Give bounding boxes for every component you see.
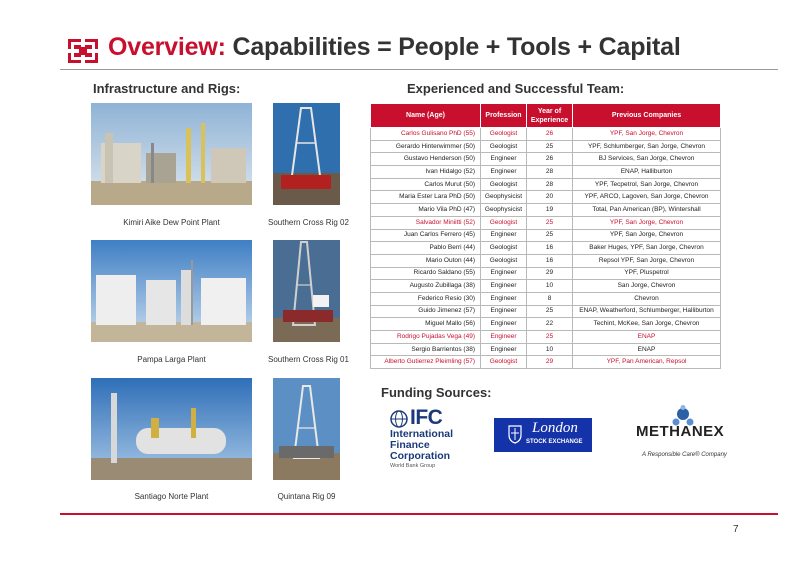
ifc-mark: IFC xyxy=(410,406,443,429)
cell-name: Augusto Zubillaga (38) xyxy=(371,280,481,293)
cell-companies: YPF, Pan American, Repsol xyxy=(573,356,721,369)
table-row xyxy=(371,318,721,331)
funding-heading: Funding Sources: xyxy=(381,385,492,400)
cell-years: 25 xyxy=(527,140,573,153)
photo-kimiri-aike-plant xyxy=(91,103,252,205)
cell-profession: Engineer xyxy=(481,331,527,344)
caption-southern-cross-rig-01: Southern Cross Rig 01 xyxy=(268,355,349,364)
cell-profession: Geologist xyxy=(481,242,527,255)
table-row xyxy=(371,216,721,229)
team-heading: Experienced and Successful Team: xyxy=(407,81,625,96)
cell-companies: YPF, San Jorge, Chevron xyxy=(573,229,721,242)
photo-pampa-larga-plant xyxy=(91,240,252,342)
cell-profession: Engineer xyxy=(481,153,527,166)
cell-profession: Engineer xyxy=(481,305,527,318)
company-logo xyxy=(68,39,98,63)
infrastructure-heading: Infrastructure and Rigs: xyxy=(93,81,241,96)
header-years-experience: Year of Experience xyxy=(527,104,573,128)
table-row xyxy=(371,343,721,356)
cell-companies: YPF, Schlumberger, San Jorge, Chevron xyxy=(573,140,721,153)
cell-years: 16 xyxy=(527,254,573,267)
footer-divider xyxy=(60,513,778,515)
header-name-age: Name (Age) xyxy=(371,104,481,128)
table-row xyxy=(371,191,721,204)
photo-quintana-rig-09 xyxy=(273,378,340,480)
table-row xyxy=(371,305,721,318)
cell-companies: Chevron xyxy=(573,292,721,305)
table-row xyxy=(371,153,721,166)
cell-profession: Geologist xyxy=(481,254,527,267)
cell-years: 25 xyxy=(527,331,573,344)
title-rest: Capabilities = People + Tools + Capital xyxy=(225,33,681,61)
cell-companies: ENAP xyxy=(573,343,721,356)
cell-name: Miguel Mallo (56) xyxy=(371,318,481,331)
table-row xyxy=(371,242,721,255)
cell-companies: YPF, Tecpetrol, San Jorge, Chevron xyxy=(573,178,721,191)
caption-southern-cross-rig-02: Southern Cross Rig 02 xyxy=(268,218,349,227)
cell-years: 29 xyxy=(527,356,573,369)
header-profession: Profession xyxy=(481,104,527,128)
table-row xyxy=(371,267,721,280)
methanex-tagline: A Responsible Care® Company xyxy=(642,452,727,458)
table-row xyxy=(371,280,721,293)
team-table xyxy=(370,103,721,369)
team-table-body xyxy=(371,128,721,369)
london-stock-exchange-logo xyxy=(494,418,592,452)
cell-years: 28 xyxy=(527,178,573,191)
table-row xyxy=(371,254,721,267)
cell-companies: ENAP, Halliburton xyxy=(573,166,721,179)
cell-years: 25 xyxy=(527,305,573,318)
cell-companies: ENAP, Weatherford, Schlumberger, Halliburton xyxy=(573,305,721,318)
cell-name: Ivan Hidalgo (52) xyxy=(371,166,481,179)
title-prefix: Overview: xyxy=(108,33,226,61)
table-row xyxy=(371,178,721,191)
cell-name: Mario Outon (44) xyxy=(371,254,481,267)
cell-profession: Engineer xyxy=(481,318,527,331)
cell-years: 8 xyxy=(527,292,573,305)
cell-companies: BJ Services, San Jorge, Chevron xyxy=(573,153,721,166)
cell-name: Maria Ester Lara PhD (50) xyxy=(371,191,481,204)
caption-pampa-larga: Pampa Larga Plant xyxy=(137,355,206,364)
cell-years: 16 xyxy=(527,242,573,255)
cell-companies: Total, Pan American (BP), Wintershall xyxy=(573,204,721,217)
cell-companies: YPF, San Jorge, Chevron xyxy=(573,216,721,229)
cell-profession: Geologist xyxy=(481,356,527,369)
cell-name: Carlos Murut (50) xyxy=(371,178,481,191)
caption-santiago-norte: Santiago Norte Plant xyxy=(134,492,209,501)
ifc-logo xyxy=(390,406,480,476)
cell-name: Pablo Berri (44) xyxy=(371,242,481,255)
page-title xyxy=(108,33,681,62)
cell-name: Alberto Gutierrez Pleimling (57) xyxy=(371,356,481,369)
cell-years: 10 xyxy=(527,343,573,356)
table-row xyxy=(371,331,721,344)
cell-years: 19 xyxy=(527,204,573,217)
table-row xyxy=(371,229,721,242)
cell-years: 26 xyxy=(527,153,573,166)
cell-profession: Geologist xyxy=(481,128,527,141)
cell-name: Federico Resio (30) xyxy=(371,292,481,305)
cell-profession: Geologist xyxy=(481,178,527,191)
cell-name: Carlos Gulisano PhD (55) xyxy=(371,128,481,141)
cell-profession: Engineer xyxy=(481,280,527,293)
cell-years: 10 xyxy=(527,280,573,293)
table-row xyxy=(371,140,721,153)
cell-profession: Geophysicist xyxy=(481,191,527,204)
cell-years: 20 xyxy=(527,191,573,204)
cell-profession: Engineer xyxy=(481,229,527,242)
page-number: 7 xyxy=(733,524,739,535)
team-table-header xyxy=(371,104,721,128)
cell-years: 25 xyxy=(527,216,573,229)
cell-years: 28 xyxy=(527,166,573,179)
ifc-tagline: World Bank Group xyxy=(390,463,436,469)
table-row xyxy=(371,292,721,305)
cell-companies: ENAP xyxy=(573,331,721,344)
title-divider xyxy=(60,69,778,70)
ifc-name xyxy=(390,429,453,462)
cell-companies: San Jorge, Chevron xyxy=(573,280,721,293)
cell-name: Juan Carlos Ferrero (45) xyxy=(371,229,481,242)
ifc-line-3: Corporation xyxy=(390,450,451,462)
cell-companies: YPF, San Jorge, Chevron xyxy=(573,128,721,141)
table-row xyxy=(371,166,721,179)
cell-profession: Engineer xyxy=(481,292,527,305)
photo-southern-cross-rig-02 xyxy=(273,103,340,205)
cell-profession: Engineer xyxy=(481,166,527,179)
table-row xyxy=(371,356,721,369)
cell-years: 22 xyxy=(527,318,573,331)
cell-profession: Geologist xyxy=(481,140,527,153)
cell-profession: Geologist xyxy=(481,216,527,229)
ifc-line-1: International xyxy=(390,428,454,440)
table-row xyxy=(371,204,721,217)
lse-stock-exchange: STOCK EXCHANGE xyxy=(526,439,583,445)
cell-profession: Engineer xyxy=(481,267,527,280)
cell-years: 26 xyxy=(527,128,573,141)
cell-companies: YPF, ARCO, Lagoven, San Jorge, Chevron xyxy=(573,191,721,204)
photo-southern-cross-rig-01 xyxy=(273,240,340,342)
methanex-logo xyxy=(630,405,730,467)
cell-name: Sergio Barrientos (38) xyxy=(371,343,481,356)
cell-name: Gustavo Henderson (50) xyxy=(371,153,481,166)
cell-name: Rodrigo Pujadas Vega (49) xyxy=(371,331,481,344)
caption-kimiri-aike: Kimiri Aike Dew Point Plant xyxy=(123,218,220,227)
cell-companies: Techint, McKee, San Jorge, Chevron xyxy=(573,318,721,331)
cell-profession: Geophysicist xyxy=(481,204,527,217)
cell-companies: YPF, Pluspetrol xyxy=(573,267,721,280)
ifc-line-2: Finance xyxy=(390,439,430,451)
cell-name: Salvador Miniitti (52) xyxy=(371,216,481,229)
methanex-name: METHANEX xyxy=(636,423,725,440)
cell-companies: Baker Huges, YPF, San Jorge, Chevron xyxy=(573,242,721,255)
cell-companies: Repsol YPF, San Jorge, Chevron xyxy=(573,254,721,267)
cell-name: Ricardo Saldano (55) xyxy=(371,267,481,280)
crest-icon xyxy=(508,424,522,444)
header-previous-companies: Previous Companies xyxy=(573,104,721,128)
photo-santiago-norte-plant xyxy=(91,378,252,480)
caption-quintana-rig-09: Quintana Rig 09 xyxy=(277,492,336,501)
cell-name: Mario Vila PhD (47) xyxy=(371,204,481,217)
cell-years: 25 xyxy=(527,229,573,242)
cell-years: 29 xyxy=(527,267,573,280)
cell-profession: Engineer xyxy=(481,343,527,356)
cell-name: Guido Jimenez (57) xyxy=(371,305,481,318)
globe-icon xyxy=(390,410,408,428)
table-row xyxy=(371,128,721,141)
cell-name: Gerardo Hinterwimmer (50) xyxy=(371,140,481,153)
lse-london: London xyxy=(532,420,578,436)
